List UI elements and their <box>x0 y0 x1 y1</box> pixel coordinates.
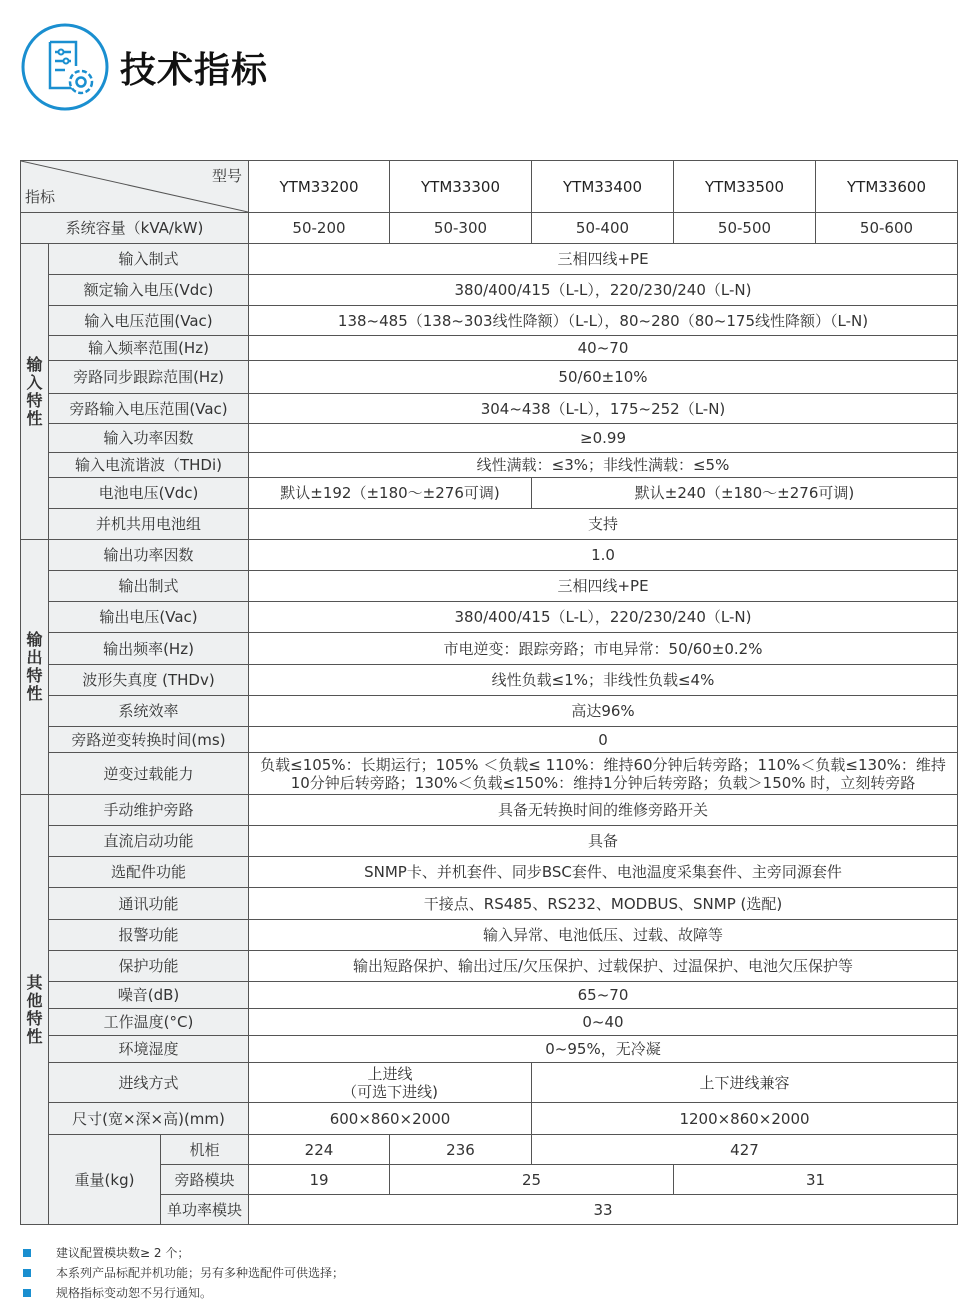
battery-row <box>21 478 958 509</box>
table-row <box>21 540 958 571</box>
row-value: 50/60±10% <box>249 361 958 394</box>
row-label: 系统容量（kVA/kW) <box>21 213 249 244</box>
row-label: 额定输入电压(Vdc) <box>49 275 249 306</box>
table-row <box>21 951 958 982</box>
row-value: 380/400/415（L-L），220/230/240（L-N) <box>249 602 958 633</box>
row-value: 具备无转换时间的维修旁路开关 <box>249 795 958 826</box>
table-row <box>21 275 958 306</box>
row-value: 0 <box>249 727 958 753</box>
category-label: 其他特性 <box>26 972 43 1046</box>
category-label: 输入特性 <box>26 354 43 428</box>
weight-value: 19 <box>249 1165 390 1195</box>
row-label: 并机共用电池组 <box>49 509 249 540</box>
footnote-text: 本系列产品标配并机功能；另有多种选配件可供选择； <box>56 1266 345 1280</box>
weight-value: 31 <box>674 1165 958 1195</box>
category-label: 输出特性 <box>26 630 43 703</box>
table-row <box>21 394 958 424</box>
cable-entry-left <box>249 1063 532 1103</box>
table-row <box>21 1036 958 1063</box>
footnote-item <box>20 1243 344 1263</box>
category-other <box>21 795 49 1225</box>
footnote-item <box>20 1263 344 1283</box>
row-value: 具备 <box>249 826 958 857</box>
table-row <box>21 509 958 540</box>
weight-cabinet-row <box>21 1135 958 1165</box>
row-label: 输入制式 <box>49 244 249 275</box>
row-label: 输入电压范围(Vac) <box>49 306 249 336</box>
row-label: 旁路输入电压范围(Vac) <box>49 394 249 424</box>
footnote-text: 规格指标变动恕不另行通知。 <box>56 1286 213 1300</box>
row-label: 重量(kg) <box>49 1135 161 1225</box>
row-value: 线性负载≤1%；非线性负载≤4% <box>249 665 958 696</box>
footnote-item <box>20 1283 344 1303</box>
corner-model-label: 型号 <box>211 167 242 185</box>
row-label: 噪音(dB) <box>49 982 249 1009</box>
row-value: 高达96% <box>249 696 958 727</box>
row-label: 输出制式 <box>49 571 249 602</box>
model-name: YTM33200 <box>249 161 390 213</box>
model-name: YTM33400 <box>532 161 674 213</box>
row-value: 0~95%，无冷凝 <box>249 1036 958 1063</box>
row-value: 三相四线+PE <box>249 244 958 275</box>
category-input <box>21 244 49 540</box>
table-row <box>21 306 958 336</box>
row-label: 选配件功能 <box>49 857 249 888</box>
row-value: 138~485（138~303线性降额）（L-L），80~280（80~175线性降额）（L-N) <box>249 306 958 336</box>
row-value: 干接点、RS485、RS232、MODBUS、SNMP (选配) <box>249 888 958 920</box>
table-row <box>21 453 958 478</box>
table-row <box>21 857 958 888</box>
row-value: 支持 <box>249 509 958 540</box>
weight-power-row <box>21 1195 958 1225</box>
category-output <box>21 540 49 795</box>
row-value: 0~40 <box>249 1009 958 1036</box>
weight-value: 25 <box>390 1165 674 1195</box>
table-row <box>21 826 958 857</box>
battery-value-left: 默认±192（±180～±276可调) <box>249 478 532 509</box>
cable-entry-row <box>21 1063 958 1103</box>
table-row <box>21 795 958 826</box>
row-label: 输入频率范围(Hz) <box>49 336 249 361</box>
row-value: 1.0 <box>249 540 958 571</box>
row-value: 线性满载：≤3%；非线性满载：≤5% <box>249 453 958 478</box>
footnotes <box>20 1243 344 1303</box>
cable-entry-line: （可选下进线) <box>342 1082 438 1101</box>
model-name: YTM33300 <box>390 161 532 213</box>
table-row <box>21 982 958 1009</box>
table-row <box>21 361 958 394</box>
sub-label: 机柜 <box>161 1135 249 1165</box>
square-bullet-icon <box>23 1269 31 1277</box>
row-value: SNMP卡、并机套件、同步BSC套件、电池温度采集套件、主旁同源套件 <box>249 857 958 888</box>
footnote-text: 建议配置模块数≥ 2 个； <box>56 1246 190 1260</box>
model-header-row <box>21 161 958 213</box>
row-value: 市电逆变：跟踪旁路；市电异常：50/60±0.2% <box>249 633 958 665</box>
size-row <box>21 1103 958 1135</box>
table-row <box>21 244 958 275</box>
row-value: 负载≤105%：长期运行；105% ＜负载≤ 110%：维持60分钟后转旁路；110%＜负载≤130%：维持10分钟后转旁路；130%＜负载≤150%：维持1分钟后转旁路；负载＞150% 时，立刻转旁路 <box>249 753 958 795</box>
table-row <box>21 1009 958 1036</box>
page-title: 技术指标 <box>120 50 269 91</box>
row-value: 输入异常、电池低压、过载、故障等 <box>249 920 958 951</box>
table-row <box>21 336 958 361</box>
cable-entry-right: 上下进线兼容 <box>532 1063 958 1103</box>
row-value: 304~438（L-L），175~252（L-N) <box>249 394 958 424</box>
row-label: 工作温度(°C) <box>49 1009 249 1036</box>
row-label: 旁路逆变转换时间(ms) <box>49 727 249 753</box>
table-row <box>21 633 958 665</box>
weight-value: 224 <box>249 1135 390 1165</box>
row-label: 手动维护旁路 <box>49 795 249 826</box>
corner-spec-label: 指标 <box>25 188 56 206</box>
table-row <box>21 571 958 602</box>
battery-value-right: 默认±240（±180～±276可调) <box>532 478 958 509</box>
table-row <box>21 602 958 633</box>
cable-entry-line: 上进线 <box>367 1064 413 1083</box>
capacity-value: 50-300 <box>390 213 532 244</box>
row-label: 旁路同步跟踪范围(Hz) <box>49 361 249 394</box>
model-name: YTM33500 <box>674 161 816 213</box>
size-value-left: 600×860×2000 <box>249 1103 532 1135</box>
weight-value: 427 <box>532 1135 958 1165</box>
row-label: 环境湿度 <box>49 1036 249 1063</box>
row-label: 保护功能 <box>49 951 249 982</box>
row-label: 波形失真度 (THDv) <box>49 665 249 696</box>
row-label: 输出功率因数 <box>49 540 249 571</box>
table-row <box>21 920 958 951</box>
capacity-value: 50-600 <box>816 213 958 244</box>
row-label: 系统效率 <box>49 696 249 727</box>
row-label: 输出频率(Hz) <box>49 633 249 665</box>
capacity-row <box>21 213 958 244</box>
table-row <box>21 696 958 727</box>
row-label: 输入功率因数 <box>49 424 249 453</box>
table-row <box>21 665 958 696</box>
spec-settings-icon <box>20 22 110 112</box>
row-value: 65~70 <box>249 982 958 1009</box>
corner-header-cell <box>21 161 249 213</box>
square-bullet-icon <box>23 1249 31 1257</box>
row-label: 输出电压(Vac) <box>49 602 249 633</box>
table-row <box>21 727 958 753</box>
weight-bypass-row <box>21 1165 958 1195</box>
row-label: 尺寸(宽×深×高)(mm) <box>49 1103 249 1135</box>
row-label: 直流启动功能 <box>49 826 249 857</box>
row-label: 进线方式 <box>49 1063 249 1103</box>
row-label: 通讯功能 <box>49 888 249 920</box>
weight-value: 236 <box>390 1135 532 1165</box>
model-name: YTM33600 <box>816 161 958 213</box>
weight-value: 33 <box>249 1195 958 1225</box>
row-label: 输入电流谐波（THDi) <box>49 453 249 478</box>
row-label: 逆变过载能力 <box>49 753 249 795</box>
capacity-value: 50-400 <box>532 213 674 244</box>
row-value: ≥0.99 <box>249 424 958 453</box>
sub-label: 单功率模块 <box>161 1195 249 1225</box>
row-label: 电池电压(Vdc) <box>49 478 249 509</box>
table-row <box>21 424 958 453</box>
sub-label: 旁路模块 <box>161 1165 249 1195</box>
size-value-right: 1200×860×2000 <box>532 1103 958 1135</box>
capacity-value: 50-200 <box>249 213 390 244</box>
row-value: 三相四线+PE <box>249 571 958 602</box>
square-bullet-icon <box>23 1289 31 1297</box>
row-label: 报警功能 <box>49 920 249 951</box>
row-value: 380/400/415（L-L），220/230/240（L-N) <box>249 275 958 306</box>
table-row <box>21 888 958 920</box>
spec-table <box>20 160 958 1225</box>
table-row <box>21 753 958 795</box>
row-value: 输出短路保护、输出过压/欠压保护、过载保护、过温保护、电池欠压保护等 <box>249 951 958 982</box>
row-value: 40~70 <box>249 336 958 361</box>
capacity-value: 50-500 <box>674 213 816 244</box>
